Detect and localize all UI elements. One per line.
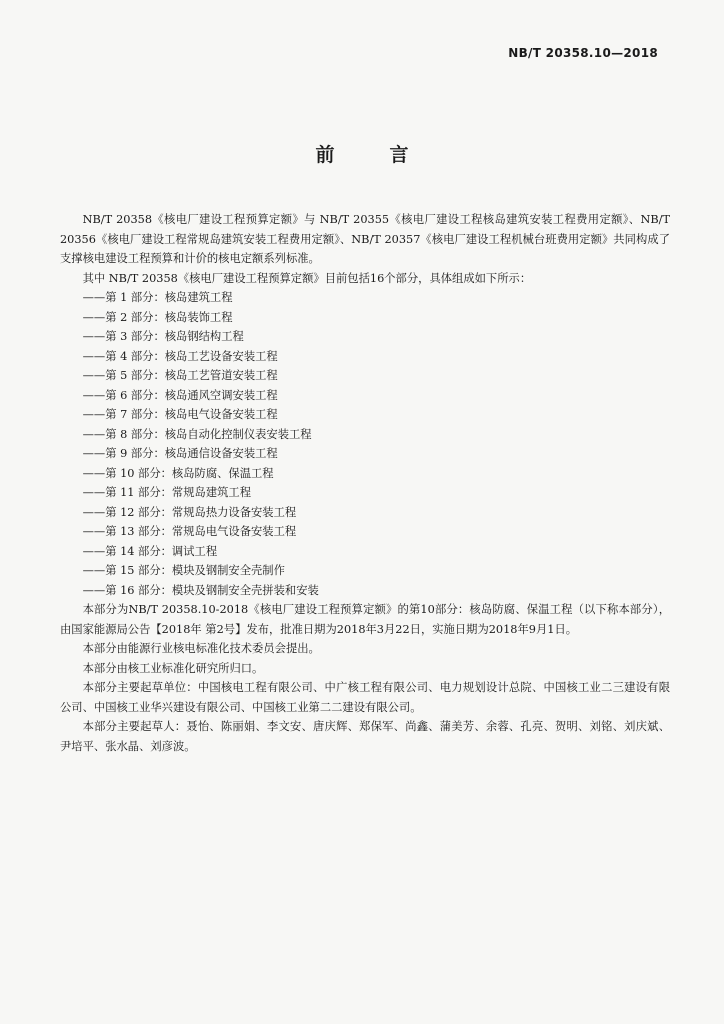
parts-list <box>60 288 670 600</box>
standard-code: NB/T 20358.10—2018 <box>508 46 658 60</box>
list-item: ——第 5 部分：核岛工艺管道安装工程 <box>82 369 278 382</box>
list-item: ——第 11 部分：常规岛建筑工程 <box>82 486 252 499</box>
list-item: ——第 1 部分：核岛建筑工程 <box>82 291 233 304</box>
parts-intro-paragraph: 其中 NB/T 20358《核电厂建设工程预算定额》目前包括16个部分，具体组成如下所示： <box>82 271 532 285</box>
drafting-units-paragraph: 本部分主要起草单位：中国核电工程有限公司、中广核工程有限公司、电力规划设计总院、中国核工业二三建设有限公司、中国核工业华兴建设有限公司、中国核工业第二二建设有限公司。 <box>60 681 670 714</box>
proposed-by-paragraph: 本部分由能源行业核电标准化技术委员会提出。 <box>82 642 320 655</box>
list-item: ——第 15 部分：模块及钢制安全壳制作 <box>82 564 285 577</box>
release-paragraph: 本部分为NB/T 20358.10-2018《核电厂建设工程预算定额》的第10部分：核岛防腐、保温工程（以下称本部分），由国家能源局公告【2018年 第2号】发布，批准日期为2018年3月22日，实施日期为2018年9月1日。 <box>60 603 670 636</box>
list-item: ——第 2 部分：核岛装饰工程 <box>82 310 233 324</box>
list-item: ——第 14 部分：调试工程 <box>82 544 218 558</box>
list-item: ——第 12 部分：常规岛热力设备安装工程 <box>82 505 297 519</box>
intro-paragraph: NB/T 20358《核电厂建设工程预算定额》与 NB/T 20355《核电厂建设工程核岛建筑安装工程费用定额》、NB/T 20356《核电厂建设工程常规岛建筑安装工程费用定额》、NB/T 20357《核电厂建设工程机械台班费用定额》共同构成了支撑核电建设工程预算和计价的核电定额系列标准。 <box>60 213 670 265</box>
page-title: 前 言 <box>315 144 427 166</box>
list-item: ——第 16 部分：模块及钢制安全壳拼装和安装 <box>82 583 319 597</box>
list-item: ——第 13 部分：常规岛电气设备安装工程 <box>82 525 297 538</box>
drafters-paragraph: 本部分主要起草人：聂怡、陈丽娟、李文安、唐庆辉、郑保军、尚鑫、蒲美芳、余蓉、孔亮、贺明、刘铭、刘庆斌、尹培平、张水晶、刘彦波。 <box>60 720 670 753</box>
list-item: ——第 8 部分：核岛自动化控制仪表安装工程 <box>82 427 312 441</box>
list-item: ——第 10 部分：核岛防腐、保温工程 <box>82 466 274 480</box>
foreword-body <box>60 210 670 756</box>
list-item: ——第 6 部分：核岛通风空调安装工程 <box>82 388 278 402</box>
list-item: ——第 7 部分：核岛电气设备安装工程 <box>82 408 278 421</box>
managed-by-paragraph: 本部分由核工业标准化研究所归口。 <box>82 661 264 675</box>
list-item: ——第 9 部分：核岛通信设备安装工程 <box>82 447 278 460</box>
list-item: ——第 3 部分：核岛钢结构工程 <box>82 330 244 343</box>
list-item: ——第 4 部分：核岛工艺设备安装工程 <box>82 349 278 363</box>
